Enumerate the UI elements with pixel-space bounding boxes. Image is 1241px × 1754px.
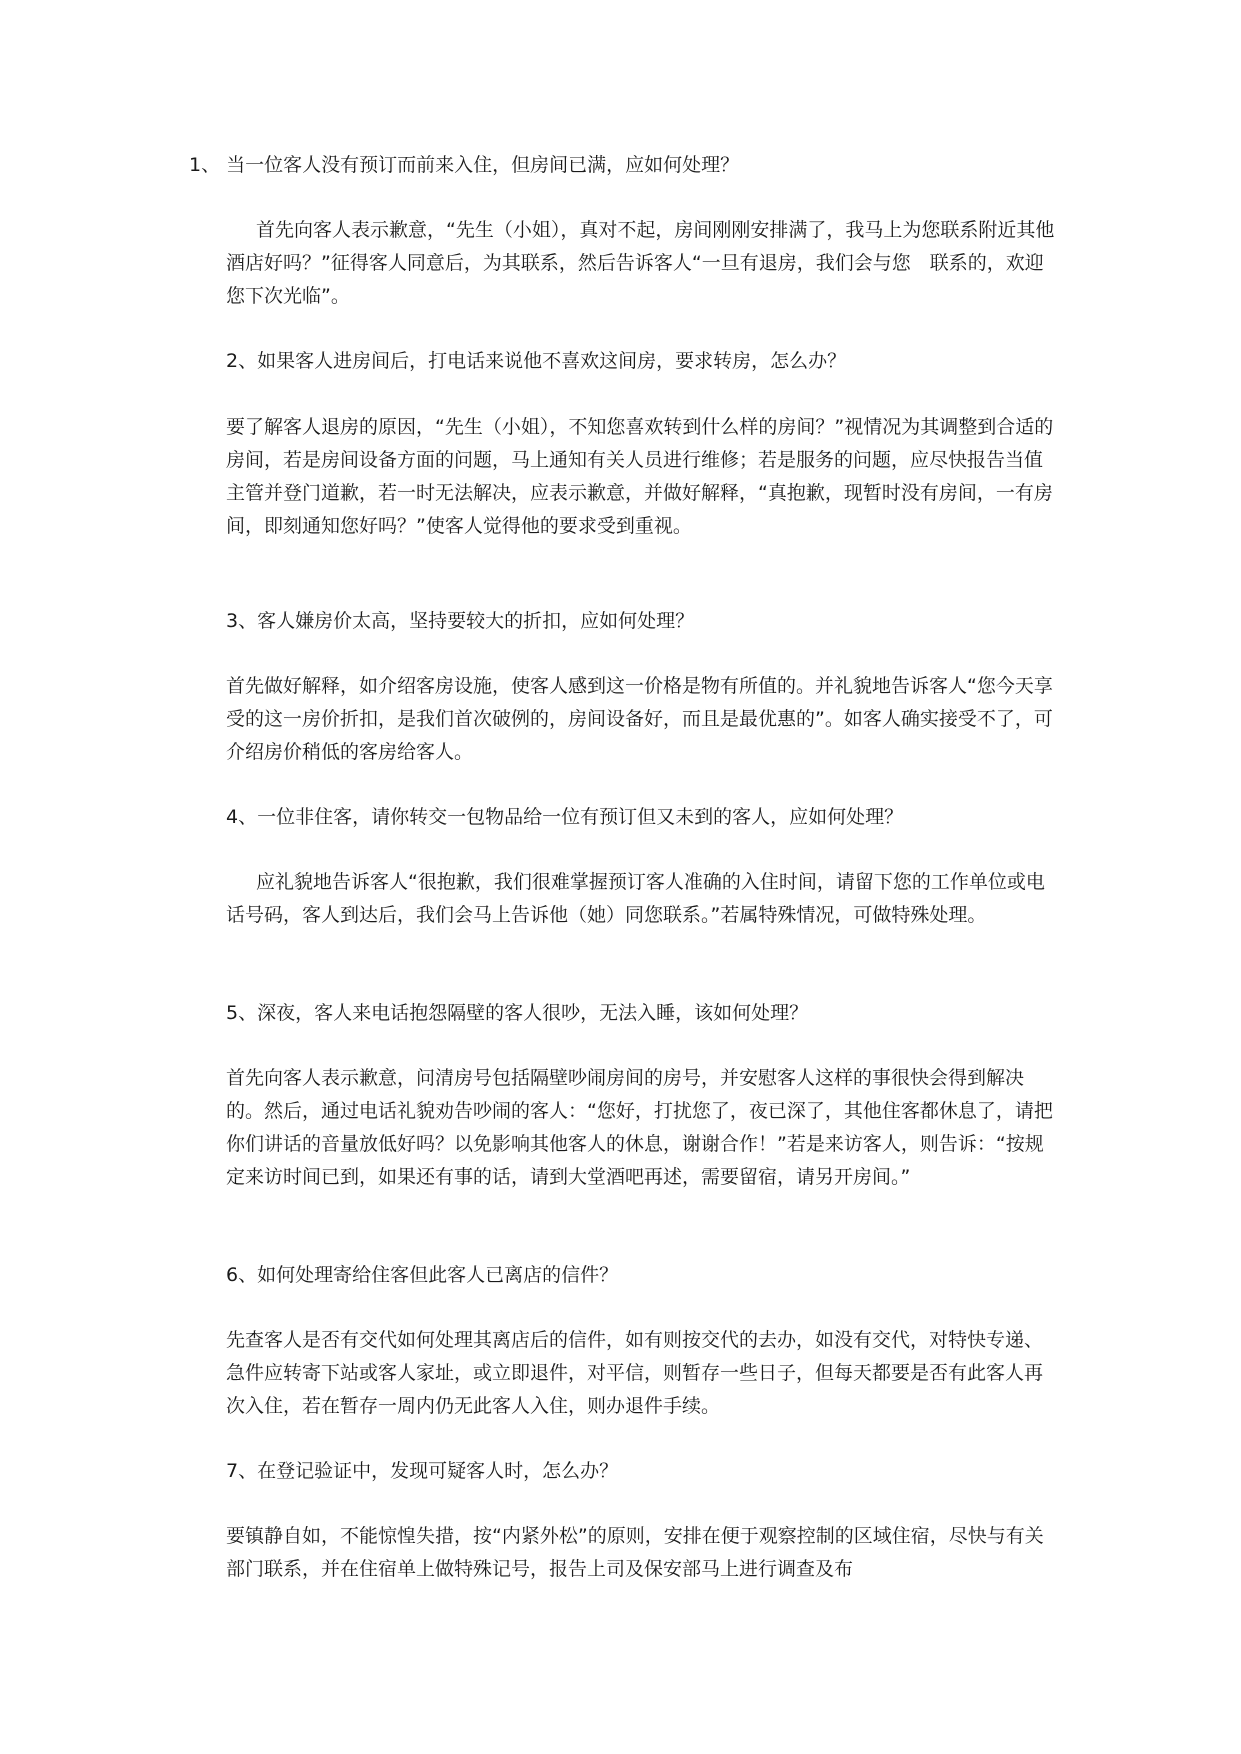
answer-3-text: 首先做好解释，如介绍客房设施，使客人感到这一价格是物有所值的。并礼貌地告诉客人“您今天享受的这一房价折扣，是我们首次破例的，房间设备好，而且是最优惠的”。如客人确实接受不了，可介绍房价稍低的客房给客人。 <box>226 675 1053 763</box>
question-4: 4、一位非住客，请你转交一包物品给一位有预订但又未到的客人，应如何处理？ <box>226 806 904 828</box>
answer-6-text: 先查客人是否有交代如何处理其离店后的信件，如有则按交代的去办，如没有交代，对特快专递、急件应转寄下站或客人家址，或立即退件，对平信，则暂存一些日子，但每天都要是否有此客人再次入住，若在暂存一周内仍无此客人入住，则办退件手续。 <box>226 1329 1044 1417</box>
answer-4 <box>226 866 1056 932</box>
answer-5-text: 首先向客人表示歉意，问清房号包括隔壁吵闹房间的房号，并安慰客人这样的事很快会得到解决的。然后，通过电话礼貌劝告吵闹的客人：“您好，打扰您了，夜已深了，其他住客都休息了，请把你们讲话的音量放低好吗？以免影响其他客人的休息，谢谢合作！”若是来访客人，则告诉：“按规定来访时间已到，如果还有事的话，请到大堂酒吧再述，需要留宿，请另开房间。” <box>226 1067 1053 1188</box>
answer-4-text: 应礼貌地告诉客人“很抱歉，我们很难掌握预订客人准确的入住时间，请留下您的工作单位或电话号码，客人到达后，我们会马上告诉他（她）同您联系。”若属特殊情况，可做特殊处理。 <box>226 871 1045 926</box>
question-5: 5、深夜，客人来电话抱怨隔壁的客人很吵，无法入睡，该如何处理？ <box>226 1002 809 1024</box>
question-2: 2、如果客人进房间后，打电话来说他不喜欢这间房，要求转房，怎么办？ <box>226 350 847 372</box>
answer-7 <box>226 1520 1056 1586</box>
question-6: 6、如何处理寄给住客但此客人已离店的信件？ <box>226 1264 619 1286</box>
answer-2-text: 要了解客人退房的原因，“先生（小姐），不知您喜欢转到什么样的房间？”视情况为其调整到合适的房间，若是房间设备方面的问题，马上通知有关人员进行维修；若是服务的问题，应尽快报告当值主管并登门道歉，若一时无法解决，应表示歉意，并做好解释，“真抱歉，现暂时没有房间，一有房间，即刻通知您好吗？”使客人觉得他的要求受到重视。 <box>226 416 1054 537</box>
answer-2 <box>226 411 1056 543</box>
answer-1-text: 首先向客人表示歉意，“先生（小姐），真对不起，房间刚刚安排满了，我马上为您联系附近其他酒店好吗？”征得客人同意后，为其联系，然后告诉客人“一旦有退房，我们会与您 联系的，欢迎您下次光临”。 <box>226 219 1055 307</box>
answer-3 <box>226 670 1056 769</box>
question-1: 1、 当一位客人没有预订而前来入住，但房间已满，应如何处理？ <box>189 154 740 176</box>
answer-5 <box>226 1062 1056 1194</box>
question-3: 3、客人嫌房价太高，坚持要较大的折扣，应如何处理？ <box>226 610 695 632</box>
answer-1 <box>226 214 1056 313</box>
answer-7-text: 要镇静自如，不能惊惶失措，按“内紧外松”的原则，安排在便于观察控制的区域住宿，尽快与有关部门联系，并在住宿单上做特殊记号，报告上司及保安部马上进行调查及布 <box>226 1525 1044 1580</box>
answer-6 <box>226 1324 1056 1423</box>
question-7: 7、在登记验证中，发现可疑客人时，怎么办？ <box>226 1460 619 1482</box>
